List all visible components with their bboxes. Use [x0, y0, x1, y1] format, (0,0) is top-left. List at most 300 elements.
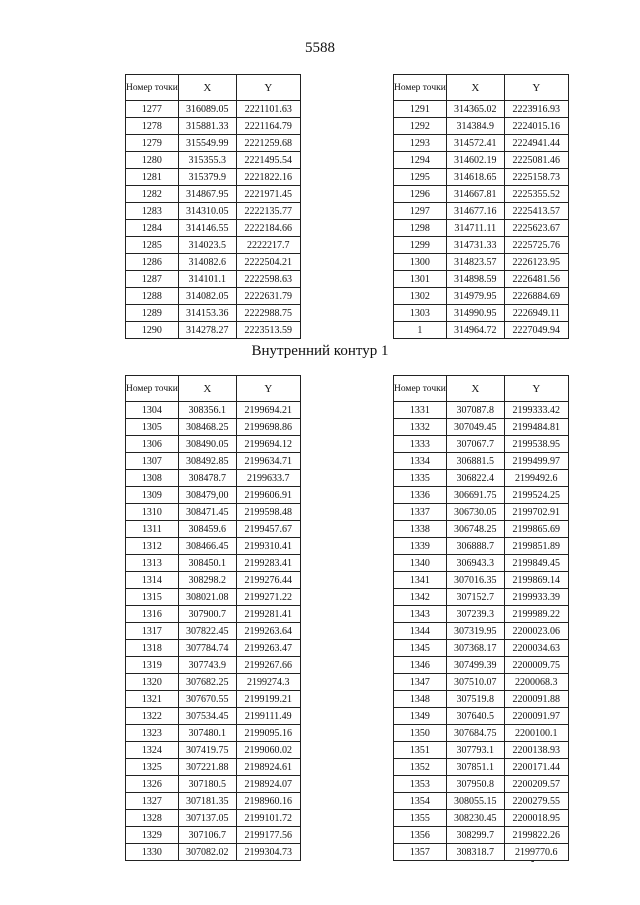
table-row: [394, 521, 569, 538]
y-coordinate-cell: 2200100.1: [504, 725, 568, 742]
table-row: [126, 589, 301, 606]
table-row: [394, 271, 569, 288]
table-row: [126, 725, 301, 742]
point-number-cell: 1352: [394, 759, 447, 776]
x-coordinate-cell: 307106.7: [178, 827, 236, 844]
point-number-cell: 1285: [126, 237, 179, 254]
point-number-cell: 1331: [394, 402, 447, 419]
point-number-cell: 1310: [126, 504, 179, 521]
y-coordinate-cell: 2200091.88: [504, 691, 568, 708]
point-number-cell: 1281: [126, 169, 179, 186]
y-coordinate-cell: 2199333.42: [504, 402, 568, 419]
y-coordinate-cell: 2199101.72: [236, 810, 300, 827]
y-coordinate-cell: 2222988.75: [236, 305, 300, 322]
point-number-cell: 1290: [126, 322, 179, 339]
x-coordinate-cell: 314153.36: [178, 305, 236, 322]
y-coordinate-cell: 2199274.3: [236, 674, 300, 691]
x-coordinate-cell: 315881.33: [178, 118, 236, 135]
point-number-cell: 1318: [126, 640, 179, 657]
x-coordinate-cell: 314731.33: [446, 237, 504, 254]
y-coordinate-cell: 2199177.56: [236, 827, 300, 844]
table-row: [394, 152, 569, 169]
point-number-cell: 1337: [394, 504, 447, 521]
y-coordinate-cell: 2199598.48: [236, 504, 300, 521]
x-coordinate-cell: 307519.8: [446, 691, 504, 708]
x-coordinate-cell: 314667.81: [446, 186, 504, 203]
table-row: [394, 776, 569, 793]
x-coordinate-cell: 308055.15: [446, 793, 504, 810]
point-number-cell: 1313: [126, 555, 179, 572]
y-coordinate-cell: 2199698.86: [236, 419, 300, 436]
x-coordinate-cell: 307180.5: [178, 776, 236, 793]
table-row: [126, 101, 301, 118]
y-coordinate-cell: 2200209.57: [504, 776, 568, 793]
table-row: [394, 725, 569, 742]
y-coordinate-cell: 2199524.25: [504, 487, 568, 504]
header-x: X: [446, 376, 504, 402]
x-coordinate-cell: 314572.41: [446, 135, 504, 152]
y-coordinate-cell: 2221495.54: [236, 152, 300, 169]
x-coordinate-cell: 307950.8: [446, 776, 504, 793]
table-row: [394, 759, 569, 776]
header-point-number: Номер точки: [126, 376, 179, 402]
table-row: [394, 237, 569, 254]
x-coordinate-cell: 314023.5: [178, 237, 236, 254]
x-coordinate-cell: 314867.95: [178, 186, 236, 203]
y-coordinate-cell: 2200091.97: [504, 708, 568, 725]
point-number-cell: 1321: [126, 691, 179, 708]
table-row: [126, 152, 301, 169]
x-coordinate-cell: 308230.45: [446, 810, 504, 827]
x-coordinate-cell: 314677.16: [446, 203, 504, 220]
point-number-cell: 1295: [394, 169, 447, 186]
table-row: [394, 305, 569, 322]
point-number-cell: 1286: [126, 254, 179, 271]
x-coordinate-cell: 307067.7: [446, 436, 504, 453]
y-coordinate-cell: 2199865.69: [504, 521, 568, 538]
y-coordinate-cell: 2224015.16: [504, 118, 568, 135]
point-number-cell: 1288: [126, 288, 179, 305]
y-coordinate-cell: 2200171.44: [504, 759, 568, 776]
point-number-cell: 1324: [126, 742, 179, 759]
y-coordinate-cell: 2225355.52: [504, 186, 568, 203]
y-coordinate-cell: 2199849.45: [504, 555, 568, 572]
point-number-cell: 1315: [126, 589, 179, 606]
x-coordinate-cell: 307016.35: [446, 572, 504, 589]
x-coordinate-cell: 308479,00: [178, 487, 236, 504]
table-row: [394, 402, 569, 419]
x-coordinate-cell: 307534.45: [178, 708, 236, 725]
x-coordinate-cell: 314310.05: [178, 203, 236, 220]
y-coordinate-cell: 2198924.61: [236, 759, 300, 776]
table-row: [394, 623, 569, 640]
y-coordinate-cell: 2199694.12: [236, 436, 300, 453]
table-row: [126, 572, 301, 589]
table-row: [126, 118, 301, 135]
table-row: [126, 623, 301, 640]
y-coordinate-cell: 2199283.41: [236, 555, 300, 572]
point-number-cell: 1287: [126, 271, 179, 288]
point-number-cell: 1341: [394, 572, 447, 589]
table-row: [126, 674, 301, 691]
point-number-cell: 1347: [394, 674, 447, 691]
y-coordinate-cell: 2198960.16: [236, 793, 300, 810]
point-number-cell: 1345: [394, 640, 447, 657]
x-coordinate-cell: 307137.05: [178, 810, 236, 827]
point-number-cell: 1299: [394, 237, 447, 254]
x-coordinate-cell: 307480.1: [178, 725, 236, 742]
x-coordinate-cell: 307682.25: [178, 674, 236, 691]
section-title: Внутренний контур 1: [251, 343, 389, 359]
y-coordinate-cell: 2199633.7: [236, 470, 300, 487]
table-row: [126, 793, 301, 810]
x-coordinate-cell: 315549.99: [178, 135, 236, 152]
y-coordinate-cell: 2225725.76: [504, 237, 568, 254]
x-coordinate-cell: 314990.95: [446, 305, 504, 322]
x-coordinate-cell: 308468.25: [178, 419, 236, 436]
y-coordinate-cell: 2199702.91: [504, 504, 568, 521]
table-row: [126, 708, 301, 725]
y-coordinate-cell: 2199492.6: [504, 470, 568, 487]
table-row: [126, 288, 301, 305]
point-number-cell: 1304: [126, 402, 179, 419]
x-coordinate-cell: 307319.95: [446, 623, 504, 640]
point-number-cell: 1354: [394, 793, 447, 810]
y-coordinate-cell: 2200279.55: [504, 793, 568, 810]
point-number-cell: 1329: [126, 827, 179, 844]
point-number-cell: 1298: [394, 220, 447, 237]
x-coordinate-cell: 306943.3: [446, 555, 504, 572]
point-number-cell: 1322: [126, 708, 179, 725]
y-coordinate-cell: 2200068.3: [504, 674, 568, 691]
table-row: [394, 606, 569, 623]
point-number-cell: 1340: [394, 555, 447, 572]
coordinates-table-top-right: [393, 74, 569, 339]
x-coordinate-cell: 314101.1: [178, 271, 236, 288]
y-coordinate-cell: 2221822.16: [236, 169, 300, 186]
x-coordinate-cell: 314602.19: [446, 152, 504, 169]
y-coordinate-cell: 2222504.21: [236, 254, 300, 271]
y-coordinate-cell: 2221259.68: [236, 135, 300, 152]
header-point-number: Номер точки: [126, 75, 179, 101]
point-number-cell: 1332: [394, 419, 447, 436]
table-row: [126, 657, 301, 674]
table-row: [126, 844, 301, 861]
table-row: [394, 742, 569, 759]
footer-mark: -: [531, 856, 535, 867]
table-row: [394, 487, 569, 504]
x-coordinate-cell: 307640.5: [446, 708, 504, 725]
point-number-cell: 1351: [394, 742, 447, 759]
table-row: [394, 470, 569, 487]
y-coordinate-cell: 2222598.63: [236, 271, 300, 288]
y-coordinate-cell: 2199267.66: [236, 657, 300, 674]
point-number-cell: 1278: [126, 118, 179, 135]
y-coordinate-cell: 2199457.67: [236, 521, 300, 538]
x-coordinate-cell: 308298.2: [178, 572, 236, 589]
point-number-cell: 1356: [394, 827, 447, 844]
table-row: [126, 271, 301, 288]
point-number-cell: 1312: [126, 538, 179, 555]
y-coordinate-cell: 2225081.46: [504, 152, 568, 169]
table-row: [126, 453, 301, 470]
header-y: Y: [236, 75, 300, 101]
header-x: X: [178, 376, 236, 402]
table-row: [394, 555, 569, 572]
point-number-cell: 1: [394, 322, 447, 339]
y-coordinate-cell: 2199822.26: [504, 827, 568, 844]
x-coordinate-cell: 308466.45: [178, 538, 236, 555]
y-coordinate-cell: 2198924.07: [236, 776, 300, 793]
table-row: [394, 504, 569, 521]
point-number-cell: 1330: [126, 844, 179, 861]
y-coordinate-cell: 2200034.63: [504, 640, 568, 657]
y-coordinate-cell: 2199199.21: [236, 691, 300, 708]
table-row: [394, 220, 569, 237]
table-row: [126, 759, 301, 776]
point-number-cell: 1316: [126, 606, 179, 623]
x-coordinate-cell: 306822.4: [446, 470, 504, 487]
y-coordinate-cell: 2227049.94: [504, 322, 568, 339]
table-row: [394, 640, 569, 657]
x-coordinate-cell: 308459.6: [178, 521, 236, 538]
table-row: [126, 487, 301, 504]
y-coordinate-cell: 2199634.71: [236, 453, 300, 470]
x-coordinate-cell: 316089.05: [178, 101, 236, 118]
point-number-cell: 1277: [126, 101, 179, 118]
x-coordinate-cell: 314979.95: [446, 288, 504, 305]
table-row: [394, 322, 569, 339]
x-coordinate-cell: 307152.7: [446, 589, 504, 606]
x-coordinate-cell: 306888.7: [446, 538, 504, 555]
y-coordinate-cell: 2222631.79: [236, 288, 300, 305]
x-coordinate-cell: 307368.17: [446, 640, 504, 657]
table-row: [126, 470, 301, 487]
table-row: [126, 203, 301, 220]
x-coordinate-cell: 306691.75: [446, 487, 504, 504]
x-coordinate-cell: 314823.57: [446, 254, 504, 271]
table-row: [126, 402, 301, 419]
x-coordinate-cell: 308299.7: [446, 827, 504, 844]
point-number-cell: 1325: [126, 759, 179, 776]
x-coordinate-cell: 314384.9: [446, 118, 504, 135]
x-coordinate-cell: 307900.7: [178, 606, 236, 623]
point-number-cell: 1317: [126, 623, 179, 640]
x-coordinate-cell: 307082.02: [178, 844, 236, 861]
table-row: [126, 538, 301, 555]
header-point-number: Номер точки: [394, 376, 447, 402]
point-number-cell: 1294: [394, 152, 447, 169]
y-coordinate-cell: 2222217.7: [236, 237, 300, 254]
y-coordinate-cell: 2222184.66: [236, 220, 300, 237]
header-x: X: [446, 75, 504, 101]
point-number-cell: 1319: [126, 657, 179, 674]
x-coordinate-cell: 308490.05: [178, 436, 236, 453]
point-number-cell: 1357: [394, 844, 447, 861]
table-row: [394, 436, 569, 453]
y-coordinate-cell: 2199499.97: [504, 453, 568, 470]
y-coordinate-cell: 2224941.44: [504, 135, 568, 152]
point-number-cell: 1309: [126, 487, 179, 504]
table-row: [394, 674, 569, 691]
x-coordinate-cell: 314146.55: [178, 220, 236, 237]
point-number-cell: 1320: [126, 674, 179, 691]
x-coordinate-cell: 314082.6: [178, 254, 236, 271]
x-coordinate-cell: 308318.7: [446, 844, 504, 861]
table-row: [394, 844, 569, 861]
x-coordinate-cell: 307419.75: [178, 742, 236, 759]
y-coordinate-cell: 2200009.75: [504, 657, 568, 674]
table-row: [126, 169, 301, 186]
point-number-cell: 1343: [394, 606, 447, 623]
x-coordinate-cell: 307822.45: [178, 623, 236, 640]
point-number-cell: 1336: [394, 487, 447, 504]
table-row: [126, 186, 301, 203]
table-row: [394, 169, 569, 186]
table-row: [394, 203, 569, 220]
table-row: [126, 691, 301, 708]
y-coordinate-cell: 2199606.91: [236, 487, 300, 504]
table-row: [126, 220, 301, 237]
header-y: Y: [504, 376, 568, 402]
y-coordinate-cell: 2223513.59: [236, 322, 300, 339]
page-number: 5588: [305, 40, 335, 56]
y-coordinate-cell: 2199060.02: [236, 742, 300, 759]
x-coordinate-cell: 308356.1: [178, 402, 236, 419]
table-row: [394, 135, 569, 152]
x-coordinate-cell: 307684.75: [446, 725, 504, 742]
x-coordinate-cell: 307221.88: [178, 759, 236, 776]
x-coordinate-cell: 307851.1: [446, 759, 504, 776]
y-coordinate-cell: 2199095.16: [236, 725, 300, 742]
point-number-cell: 1305: [126, 419, 179, 436]
table-row: [394, 691, 569, 708]
x-coordinate-cell: 308471.45: [178, 504, 236, 521]
coordinates-table-bottom-right: [393, 375, 569, 861]
table-row: [394, 186, 569, 203]
point-number-cell: 1346: [394, 657, 447, 674]
header-y: Y: [504, 75, 568, 101]
x-coordinate-cell: 306881.5: [446, 453, 504, 470]
coordinates-table-bottom-left: [125, 375, 301, 861]
point-number-cell: 1303: [394, 305, 447, 322]
point-number-cell: 1339: [394, 538, 447, 555]
x-coordinate-cell: 308478.7: [178, 470, 236, 487]
table-row: [394, 827, 569, 844]
y-coordinate-cell: 2199694.21: [236, 402, 300, 419]
point-number-cell: 1334: [394, 453, 447, 470]
y-coordinate-cell: 2199263.47: [236, 640, 300, 657]
point-number-cell: 1344: [394, 623, 447, 640]
table-row: [126, 322, 301, 339]
x-coordinate-cell: 307784.74: [178, 640, 236, 657]
point-number-cell: 1350: [394, 725, 447, 742]
point-number-cell: 1307: [126, 453, 179, 470]
header-point-number: Номер точки: [394, 75, 447, 101]
point-number-cell: 1291: [394, 101, 447, 118]
point-number-cell: 1328: [126, 810, 179, 827]
point-number-cell: 1293: [394, 135, 447, 152]
y-coordinate-cell: 2226884.69: [504, 288, 568, 305]
point-number-cell: 1280: [126, 152, 179, 169]
y-coordinate-cell: 2200018.95: [504, 810, 568, 827]
point-number-cell: 1327: [126, 793, 179, 810]
x-coordinate-cell: 315355.3: [178, 152, 236, 169]
point-number-cell: 1308: [126, 470, 179, 487]
y-coordinate-cell: 2226123.95: [504, 254, 568, 271]
y-coordinate-cell: 2221101.63: [236, 101, 300, 118]
point-number-cell: 1335: [394, 470, 447, 487]
point-number-cell: 1283: [126, 203, 179, 220]
point-number-cell: 1306: [126, 436, 179, 453]
y-coordinate-cell: 2199933.39: [504, 589, 568, 606]
point-number-cell: 1314: [126, 572, 179, 589]
y-coordinate-cell: 2199851.89: [504, 538, 568, 555]
table-row: [126, 742, 301, 759]
y-coordinate-cell: 2225623.67: [504, 220, 568, 237]
point-number-cell: 1338: [394, 521, 447, 538]
x-coordinate-cell: 314964.72: [446, 322, 504, 339]
x-coordinate-cell: 306730.05: [446, 504, 504, 521]
table-row: [126, 776, 301, 793]
table-row: [394, 419, 569, 436]
table-row: [126, 810, 301, 827]
table-row: [394, 254, 569, 271]
y-coordinate-cell: 2222135.77: [236, 203, 300, 220]
point-number-cell: 1311: [126, 521, 179, 538]
x-coordinate-cell: 307510.07: [446, 674, 504, 691]
y-coordinate-cell: 2199276.44: [236, 572, 300, 589]
y-coordinate-cell: 2199310.41: [236, 538, 300, 555]
y-coordinate-cell: 2199538.95: [504, 436, 568, 453]
y-coordinate-cell: 2221164.79: [236, 118, 300, 135]
point-number-cell: 1342: [394, 589, 447, 606]
table-row: [126, 305, 301, 322]
table-row: [394, 118, 569, 135]
x-coordinate-cell: 308021.08: [178, 589, 236, 606]
table-row: [394, 288, 569, 305]
y-coordinate-cell: 2199304.73: [236, 844, 300, 861]
table-row: [394, 810, 569, 827]
y-coordinate-cell: 2200138.93: [504, 742, 568, 759]
point-number-cell: 1300: [394, 254, 447, 271]
x-coordinate-cell: 314365.02: [446, 101, 504, 118]
table-row: [394, 538, 569, 555]
point-number-cell: 1349: [394, 708, 447, 725]
point-number-cell: 1284: [126, 220, 179, 237]
y-coordinate-cell: 2225413.57: [504, 203, 568, 220]
x-coordinate-cell: 307181.35: [178, 793, 236, 810]
table-row: [126, 135, 301, 152]
y-coordinate-cell: 2199111.49: [236, 708, 300, 725]
table-row: [394, 101, 569, 118]
y-coordinate-cell: 2221971.45: [236, 186, 300, 203]
x-coordinate-cell: 307087.8: [446, 402, 504, 419]
y-coordinate-cell: 2223916.93: [504, 101, 568, 118]
table-row: [394, 708, 569, 725]
y-coordinate-cell: 2199770.6: [504, 844, 568, 861]
point-number-cell: 1302: [394, 288, 447, 305]
x-coordinate-cell: 307499.39: [446, 657, 504, 674]
table-row: [126, 237, 301, 254]
table-row: [394, 657, 569, 674]
point-number-cell: 1348: [394, 691, 447, 708]
table-row: [126, 436, 301, 453]
x-coordinate-cell: 307670.55: [178, 691, 236, 708]
table-row: [126, 640, 301, 657]
table-row: [394, 793, 569, 810]
y-coordinate-cell: 2199263.64: [236, 623, 300, 640]
